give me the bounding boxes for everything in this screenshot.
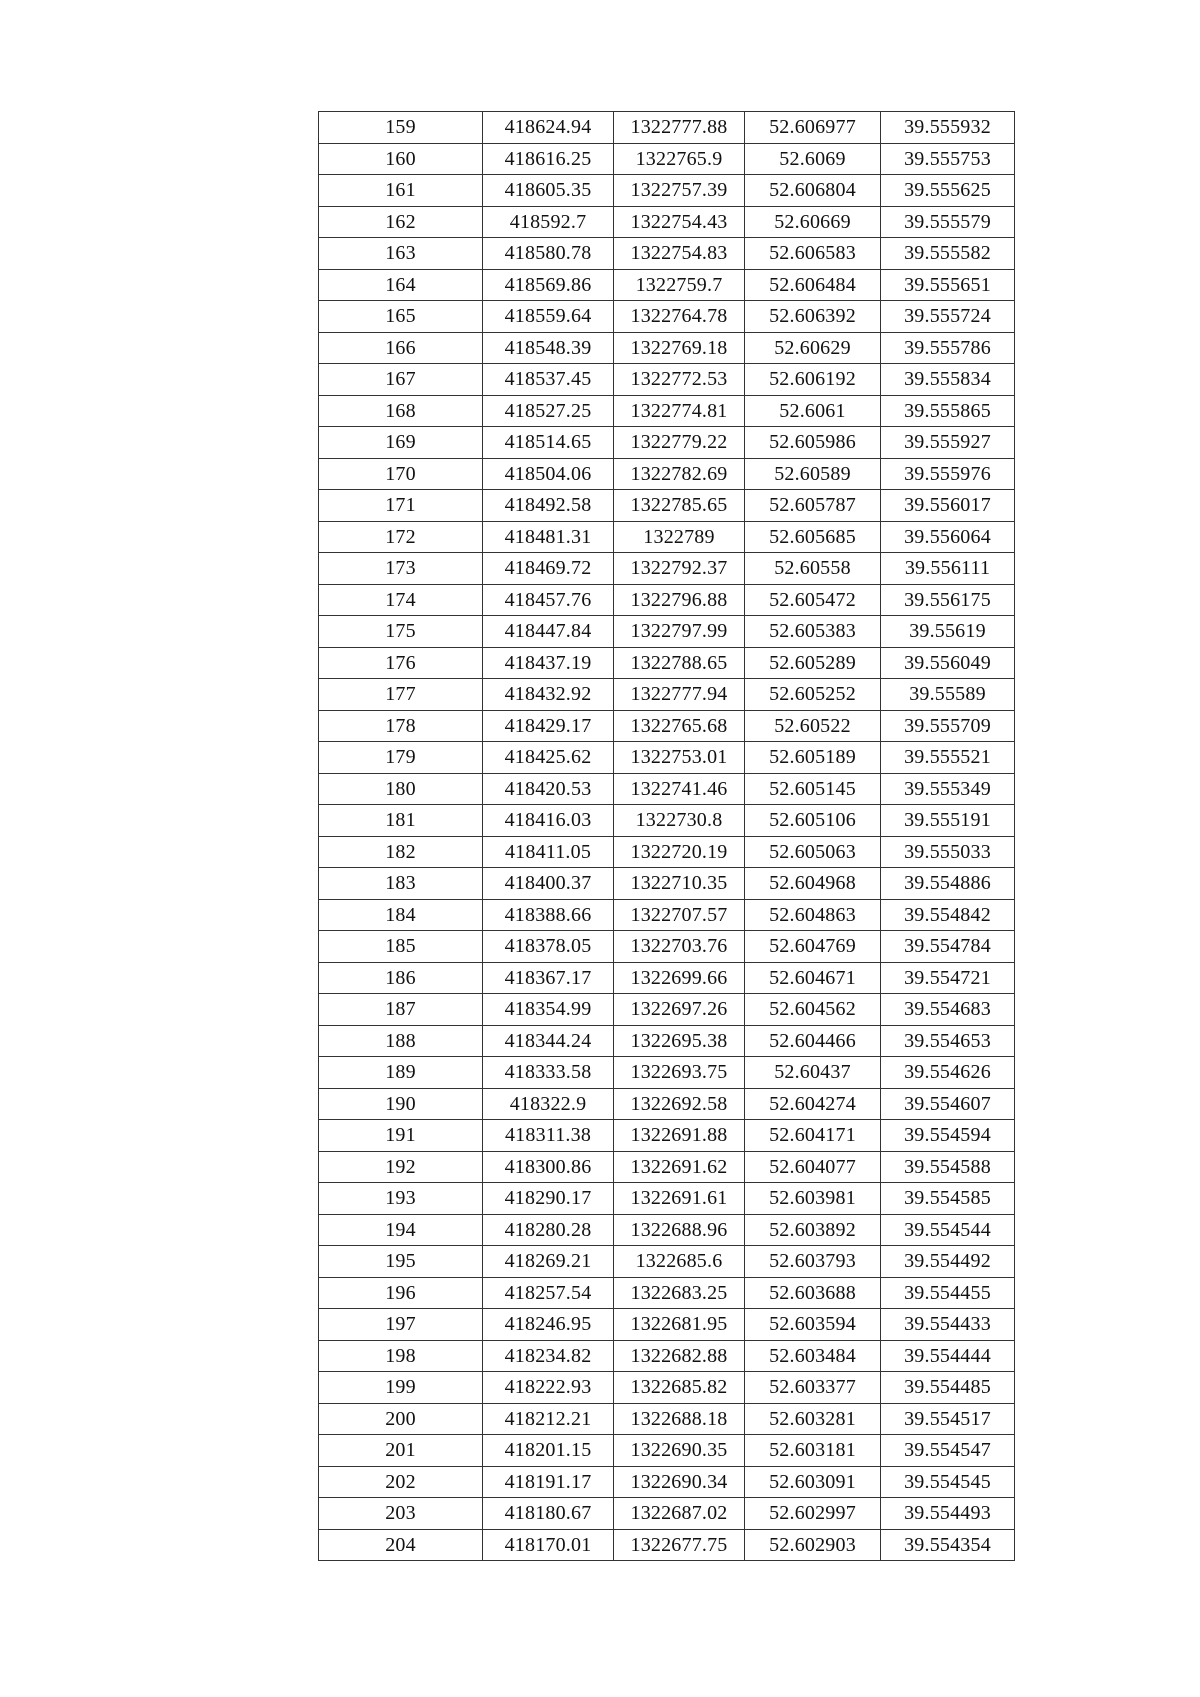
y-coordinate-cell: 1322754.43 <box>614 206 745 238</box>
point-number-cell: 188 <box>319 1025 483 1057</box>
longitude-cell: 52.60558 <box>745 553 881 585</box>
latitude-cell: 39.555753 <box>881 143 1015 175</box>
x-coordinate-cell: 418429.17 <box>483 710 614 742</box>
table-row <box>319 521 1015 553</box>
latitude-cell: 39.554517 <box>881 1403 1015 1435</box>
point-number-cell: 195 <box>319 1246 483 1278</box>
table-row <box>319 553 1015 585</box>
latitude-cell: 39.554588 <box>881 1151 1015 1183</box>
table-row <box>319 332 1015 364</box>
point-number-cell: 162 <box>319 206 483 238</box>
latitude-cell: 39.556064 <box>881 521 1015 553</box>
latitude-cell: 39.554886 <box>881 868 1015 900</box>
y-coordinate-cell: 1322777.94 <box>614 679 745 711</box>
table-row <box>319 805 1015 837</box>
y-coordinate-cell: 1322754.83 <box>614 238 745 270</box>
longitude-cell: 52.605063 <box>745 836 881 868</box>
point-number-cell: 174 <box>319 584 483 616</box>
y-coordinate-cell: 1322741.46 <box>614 773 745 805</box>
x-coordinate-cell: 418201.15 <box>483 1435 614 1467</box>
longitude-cell: 52.603892 <box>745 1214 881 1246</box>
longitude-cell: 52.6061 <box>745 395 881 427</box>
table-row <box>319 899 1015 931</box>
longitude-cell: 52.604077 <box>745 1151 881 1183</box>
y-coordinate-cell: 1322695.38 <box>614 1025 745 1057</box>
point-number-cell: 199 <box>319 1372 483 1404</box>
latitude-cell: 39.555976 <box>881 458 1015 490</box>
longitude-cell: 52.60522 <box>745 710 881 742</box>
table-row <box>319 1372 1015 1404</box>
x-coordinate-cell: 418592.7 <box>483 206 614 238</box>
x-coordinate-cell: 418580.78 <box>483 238 614 270</box>
table-row <box>319 1057 1015 1089</box>
latitude-cell: 39.555579 <box>881 206 1015 238</box>
y-coordinate-cell: 1322681.95 <box>614 1309 745 1341</box>
table-row <box>319 1120 1015 1152</box>
x-coordinate-cell: 418437.19 <box>483 647 614 679</box>
point-number-cell: 167 <box>319 364 483 396</box>
longitude-cell: 52.606192 <box>745 364 881 396</box>
longitude-cell: 52.605106 <box>745 805 881 837</box>
x-coordinate-cell: 418234.82 <box>483 1340 614 1372</box>
table-row <box>319 427 1015 459</box>
x-coordinate-cell: 418447.84 <box>483 616 614 648</box>
table-row <box>319 994 1015 1026</box>
point-number-cell: 196 <box>319 1277 483 1309</box>
latitude-cell: 39.554354 <box>881 1529 1015 1561</box>
point-number-cell: 160 <box>319 143 483 175</box>
longitude-cell: 52.603281 <box>745 1403 881 1435</box>
point-number-cell: 178 <box>319 710 483 742</box>
point-number-cell: 177 <box>319 679 483 711</box>
x-coordinate-cell: 418432.92 <box>483 679 614 711</box>
longitude-cell: 52.605685 <box>745 521 881 553</box>
x-coordinate-cell: 418559.64 <box>483 301 614 333</box>
point-number-cell: 192 <box>319 1151 483 1183</box>
y-coordinate-cell: 1322710.35 <box>614 868 745 900</box>
point-number-cell: 197 <box>319 1309 483 1341</box>
longitude-cell: 52.602997 <box>745 1498 881 1530</box>
longitude-cell: 52.603091 <box>745 1466 881 1498</box>
document-page <box>318 111 1014 1561</box>
longitude-cell: 52.605252 <box>745 679 881 711</box>
table-row <box>319 1498 1015 1530</box>
latitude-cell: 39.555865 <box>881 395 1015 427</box>
coordinates-table <box>318 111 1015 1561</box>
x-coordinate-cell: 418222.93 <box>483 1372 614 1404</box>
x-coordinate-cell: 418416.03 <box>483 805 614 837</box>
point-number-cell: 163 <box>319 238 483 270</box>
y-coordinate-cell: 1322772.53 <box>614 364 745 396</box>
y-coordinate-cell: 1322765.68 <box>614 710 745 742</box>
table-row <box>319 1340 1015 1372</box>
latitude-cell: 39.554721 <box>881 962 1015 994</box>
table-row <box>319 364 1015 396</box>
table-row <box>319 931 1015 963</box>
latitude-cell: 39.554492 <box>881 1246 1015 1278</box>
latitude-cell: 39.555651 <box>881 269 1015 301</box>
point-number-cell: 187 <box>319 994 483 1026</box>
longitude-cell: 52.602903 <box>745 1529 881 1561</box>
latitude-cell: 39.554444 <box>881 1340 1015 1372</box>
table-row <box>319 458 1015 490</box>
y-coordinate-cell: 1322691.61 <box>614 1183 745 1215</box>
x-coordinate-cell: 418170.01 <box>483 1529 614 1561</box>
table-row <box>319 238 1015 270</box>
x-coordinate-cell: 418616.25 <box>483 143 614 175</box>
longitude-cell: 52.60437 <box>745 1057 881 1089</box>
latitude-cell: 39.555033 <box>881 836 1015 868</box>
point-number-cell: 190 <box>319 1088 483 1120</box>
table-row <box>319 1214 1015 1246</box>
longitude-cell: 52.606392 <box>745 301 881 333</box>
latitude-cell: 39.556111 <box>881 553 1015 585</box>
y-coordinate-cell: 1322692.58 <box>614 1088 745 1120</box>
x-coordinate-cell: 418367.17 <box>483 962 614 994</box>
x-coordinate-cell: 418527.25 <box>483 395 614 427</box>
y-coordinate-cell: 1322688.96 <box>614 1214 745 1246</box>
longitude-cell: 52.603377 <box>745 1372 881 1404</box>
point-number-cell: 164 <box>319 269 483 301</box>
latitude-cell: 39.555521 <box>881 742 1015 774</box>
x-coordinate-cell: 418322.9 <box>483 1088 614 1120</box>
latitude-cell: 39.555834 <box>881 364 1015 396</box>
longitude-cell: 52.606484 <box>745 269 881 301</box>
y-coordinate-cell: 1322792.37 <box>614 553 745 585</box>
longitude-cell: 52.606583 <box>745 238 881 270</box>
latitude-cell: 39.556049 <box>881 647 1015 679</box>
y-coordinate-cell: 1322685.82 <box>614 1372 745 1404</box>
x-coordinate-cell: 418411.05 <box>483 836 614 868</box>
x-coordinate-cell: 418481.31 <box>483 521 614 553</box>
latitude-cell: 39.554544 <box>881 1214 1015 1246</box>
latitude-cell: 39.554626 <box>881 1057 1015 1089</box>
y-coordinate-cell: 1322782.69 <box>614 458 745 490</box>
longitude-cell: 52.60669 <box>745 206 881 238</box>
y-coordinate-cell: 1322691.62 <box>614 1151 745 1183</box>
latitude-cell: 39.555786 <box>881 332 1015 364</box>
y-coordinate-cell: 1322693.75 <box>614 1057 745 1089</box>
latitude-cell: 39.554485 <box>881 1372 1015 1404</box>
point-number-cell: 175 <box>319 616 483 648</box>
longitude-cell: 52.605189 <box>745 742 881 774</box>
x-coordinate-cell: 418333.58 <box>483 1057 614 1089</box>
coordinates-table-body <box>319 112 1015 1561</box>
x-coordinate-cell: 418378.05 <box>483 931 614 963</box>
y-coordinate-cell: 1322703.76 <box>614 931 745 963</box>
latitude-cell: 39.555932 <box>881 112 1015 144</box>
longitude-cell: 52.60629 <box>745 332 881 364</box>
longitude-cell: 52.604466 <box>745 1025 881 1057</box>
longitude-cell: 52.60589 <box>745 458 881 490</box>
y-coordinate-cell: 1322707.57 <box>614 899 745 931</box>
latitude-cell: 39.554784 <box>881 931 1015 963</box>
point-number-cell: 203 <box>319 1498 483 1530</box>
longitude-cell: 52.605787 <box>745 490 881 522</box>
y-coordinate-cell: 1322687.02 <box>614 1498 745 1530</box>
longitude-cell: 52.604968 <box>745 868 881 900</box>
x-coordinate-cell: 418624.94 <box>483 112 614 144</box>
latitude-cell: 39.555625 <box>881 175 1015 207</box>
point-number-cell: 173 <box>319 553 483 585</box>
x-coordinate-cell: 418514.65 <box>483 427 614 459</box>
latitude-cell: 39.554607 <box>881 1088 1015 1120</box>
point-number-cell: 202 <box>319 1466 483 1498</box>
x-coordinate-cell: 418300.86 <box>483 1151 614 1183</box>
point-number-cell: 184 <box>319 899 483 931</box>
point-number-cell: 161 <box>319 175 483 207</box>
table-row <box>319 1529 1015 1561</box>
y-coordinate-cell: 1322779.22 <box>614 427 745 459</box>
table-row <box>319 1277 1015 1309</box>
latitude-cell: 39.555582 <box>881 238 1015 270</box>
point-number-cell: 185 <box>319 931 483 963</box>
point-number-cell: 200 <box>319 1403 483 1435</box>
point-number-cell: 168 <box>319 395 483 427</box>
table-row <box>319 269 1015 301</box>
x-coordinate-cell: 418212.21 <box>483 1403 614 1435</box>
point-number-cell: 183 <box>319 868 483 900</box>
y-coordinate-cell: 1322796.88 <box>614 584 745 616</box>
point-number-cell: 189 <box>319 1057 483 1089</box>
x-coordinate-cell: 418504.06 <box>483 458 614 490</box>
longitude-cell: 52.603793 <box>745 1246 881 1278</box>
table-row <box>319 395 1015 427</box>
table-row <box>319 301 1015 333</box>
x-coordinate-cell: 418354.99 <box>483 994 614 1026</box>
y-coordinate-cell: 1322797.99 <box>614 616 745 648</box>
y-coordinate-cell: 1322757.39 <box>614 175 745 207</box>
point-number-cell: 180 <box>319 773 483 805</box>
y-coordinate-cell: 1322764.78 <box>614 301 745 333</box>
y-coordinate-cell: 1322759.7 <box>614 269 745 301</box>
latitude-cell: 39.554594 <box>881 1120 1015 1152</box>
latitude-cell: 39.55619 <box>881 616 1015 648</box>
y-coordinate-cell: 1322753.01 <box>614 742 745 774</box>
table-row <box>319 616 1015 648</box>
y-coordinate-cell: 1322730.8 <box>614 805 745 837</box>
table-row <box>319 584 1015 616</box>
latitude-cell: 39.554455 <box>881 1277 1015 1309</box>
x-coordinate-cell: 418290.17 <box>483 1183 614 1215</box>
longitude-cell: 52.604863 <box>745 899 881 931</box>
longitude-cell: 52.605472 <box>745 584 881 616</box>
y-coordinate-cell: 1322785.65 <box>614 490 745 522</box>
x-coordinate-cell: 418605.35 <box>483 175 614 207</box>
longitude-cell: 52.605383 <box>745 616 881 648</box>
x-coordinate-cell: 418269.21 <box>483 1246 614 1278</box>
latitude-cell: 39.554585 <box>881 1183 1015 1215</box>
point-number-cell: 193 <box>319 1183 483 1215</box>
y-coordinate-cell: 1322774.81 <box>614 395 745 427</box>
y-coordinate-cell: 1322685.6 <box>614 1246 745 1278</box>
latitude-cell: 39.554547 <box>881 1435 1015 1467</box>
point-number-cell: 172 <box>319 521 483 553</box>
point-number-cell: 166 <box>319 332 483 364</box>
longitude-cell: 52.603688 <box>745 1277 881 1309</box>
table-row <box>319 1151 1015 1183</box>
x-coordinate-cell: 418257.54 <box>483 1277 614 1309</box>
longitude-cell: 52.606804 <box>745 175 881 207</box>
y-coordinate-cell: 1322697.26 <box>614 994 745 1026</box>
x-coordinate-cell: 418420.53 <box>483 773 614 805</box>
latitude-cell: 39.554493 <box>881 1498 1015 1530</box>
longitude-cell: 52.603981 <box>745 1183 881 1215</box>
y-coordinate-cell: 1322788.65 <box>614 647 745 679</box>
table-row <box>319 1309 1015 1341</box>
latitude-cell: 39.55589 <box>881 679 1015 711</box>
table-row <box>319 679 1015 711</box>
x-coordinate-cell: 418246.95 <box>483 1309 614 1341</box>
table-row <box>319 710 1015 742</box>
longitude-cell: 52.604769 <box>745 931 881 963</box>
latitude-cell: 39.554433 <box>881 1309 1015 1341</box>
point-number-cell: 191 <box>319 1120 483 1152</box>
table-row <box>319 1435 1015 1467</box>
y-coordinate-cell: 1322789 <box>614 521 745 553</box>
point-number-cell: 169 <box>319 427 483 459</box>
longitude-cell: 52.605145 <box>745 773 881 805</box>
table-row <box>319 1246 1015 1278</box>
latitude-cell: 39.554842 <box>881 899 1015 931</box>
x-coordinate-cell: 418457.76 <box>483 584 614 616</box>
latitude-cell: 39.555927 <box>881 427 1015 459</box>
table-row <box>319 647 1015 679</box>
x-coordinate-cell: 418469.72 <box>483 553 614 585</box>
table-row <box>319 868 1015 900</box>
y-coordinate-cell: 1322688.18 <box>614 1403 745 1435</box>
table-row <box>319 1025 1015 1057</box>
longitude-cell: 52.604171 <box>745 1120 881 1152</box>
longitude-cell: 52.603594 <box>745 1309 881 1341</box>
point-number-cell: 159 <box>319 112 483 144</box>
latitude-cell: 39.556175 <box>881 584 1015 616</box>
longitude-cell: 52.604274 <box>745 1088 881 1120</box>
x-coordinate-cell: 418388.66 <box>483 899 614 931</box>
x-coordinate-cell: 418425.62 <box>483 742 614 774</box>
latitude-cell: 39.555709 <box>881 710 1015 742</box>
point-number-cell: 194 <box>319 1214 483 1246</box>
y-coordinate-cell: 1322683.25 <box>614 1277 745 1309</box>
longitude-cell: 52.6069 <box>745 143 881 175</box>
longitude-cell: 52.606977 <box>745 112 881 144</box>
table-row <box>319 143 1015 175</box>
longitude-cell: 52.603484 <box>745 1340 881 1372</box>
y-coordinate-cell: 1322720.19 <box>614 836 745 868</box>
x-coordinate-cell: 418548.39 <box>483 332 614 364</box>
x-coordinate-cell: 418344.24 <box>483 1025 614 1057</box>
table-row <box>319 773 1015 805</box>
table-row <box>319 1466 1015 1498</box>
longitude-cell: 52.605986 <box>745 427 881 459</box>
latitude-cell: 39.556017 <box>881 490 1015 522</box>
table-row <box>319 742 1015 774</box>
latitude-cell: 39.554653 <box>881 1025 1015 1057</box>
table-row <box>319 1403 1015 1435</box>
point-number-cell: 165 <box>319 301 483 333</box>
y-coordinate-cell: 1322677.75 <box>614 1529 745 1561</box>
longitude-cell: 52.605289 <box>745 647 881 679</box>
x-coordinate-cell: 418400.37 <box>483 868 614 900</box>
y-coordinate-cell: 1322682.88 <box>614 1340 745 1372</box>
latitude-cell: 39.555349 <box>881 773 1015 805</box>
table-row <box>319 175 1015 207</box>
y-coordinate-cell: 1322691.88 <box>614 1120 745 1152</box>
point-number-cell: 201 <box>319 1435 483 1467</box>
table-row <box>319 490 1015 522</box>
point-number-cell: 171 <box>319 490 483 522</box>
longitude-cell: 52.604671 <box>745 962 881 994</box>
table-row <box>319 1088 1015 1120</box>
y-coordinate-cell: 1322765.9 <box>614 143 745 175</box>
y-coordinate-cell: 1322699.66 <box>614 962 745 994</box>
point-number-cell: 179 <box>319 742 483 774</box>
table-row <box>319 112 1015 144</box>
longitude-cell: 52.603181 <box>745 1435 881 1467</box>
x-coordinate-cell: 418537.45 <box>483 364 614 396</box>
table-row <box>319 836 1015 868</box>
latitude-cell: 39.554545 <box>881 1466 1015 1498</box>
y-coordinate-cell: 1322769.18 <box>614 332 745 364</box>
y-coordinate-cell: 1322690.35 <box>614 1435 745 1467</box>
point-number-cell: 176 <box>319 647 483 679</box>
latitude-cell: 39.555191 <box>881 805 1015 837</box>
y-coordinate-cell: 1322777.88 <box>614 112 745 144</box>
point-number-cell: 198 <box>319 1340 483 1372</box>
latitude-cell: 39.555724 <box>881 301 1015 333</box>
y-coordinate-cell: 1322690.34 <box>614 1466 745 1498</box>
x-coordinate-cell: 418280.28 <box>483 1214 614 1246</box>
table-row <box>319 1183 1015 1215</box>
point-number-cell: 182 <box>319 836 483 868</box>
point-number-cell: 186 <box>319 962 483 994</box>
point-number-cell: 204 <box>319 1529 483 1561</box>
table-row <box>319 962 1015 994</box>
x-coordinate-cell: 418492.58 <box>483 490 614 522</box>
x-coordinate-cell: 418180.67 <box>483 1498 614 1530</box>
x-coordinate-cell: 418569.86 <box>483 269 614 301</box>
x-coordinate-cell: 418191.17 <box>483 1466 614 1498</box>
point-number-cell: 181 <box>319 805 483 837</box>
latitude-cell: 39.554683 <box>881 994 1015 1026</box>
table-row <box>319 206 1015 238</box>
point-number-cell: 170 <box>319 458 483 490</box>
x-coordinate-cell: 418311.38 <box>483 1120 614 1152</box>
longitude-cell: 52.604562 <box>745 994 881 1026</box>
